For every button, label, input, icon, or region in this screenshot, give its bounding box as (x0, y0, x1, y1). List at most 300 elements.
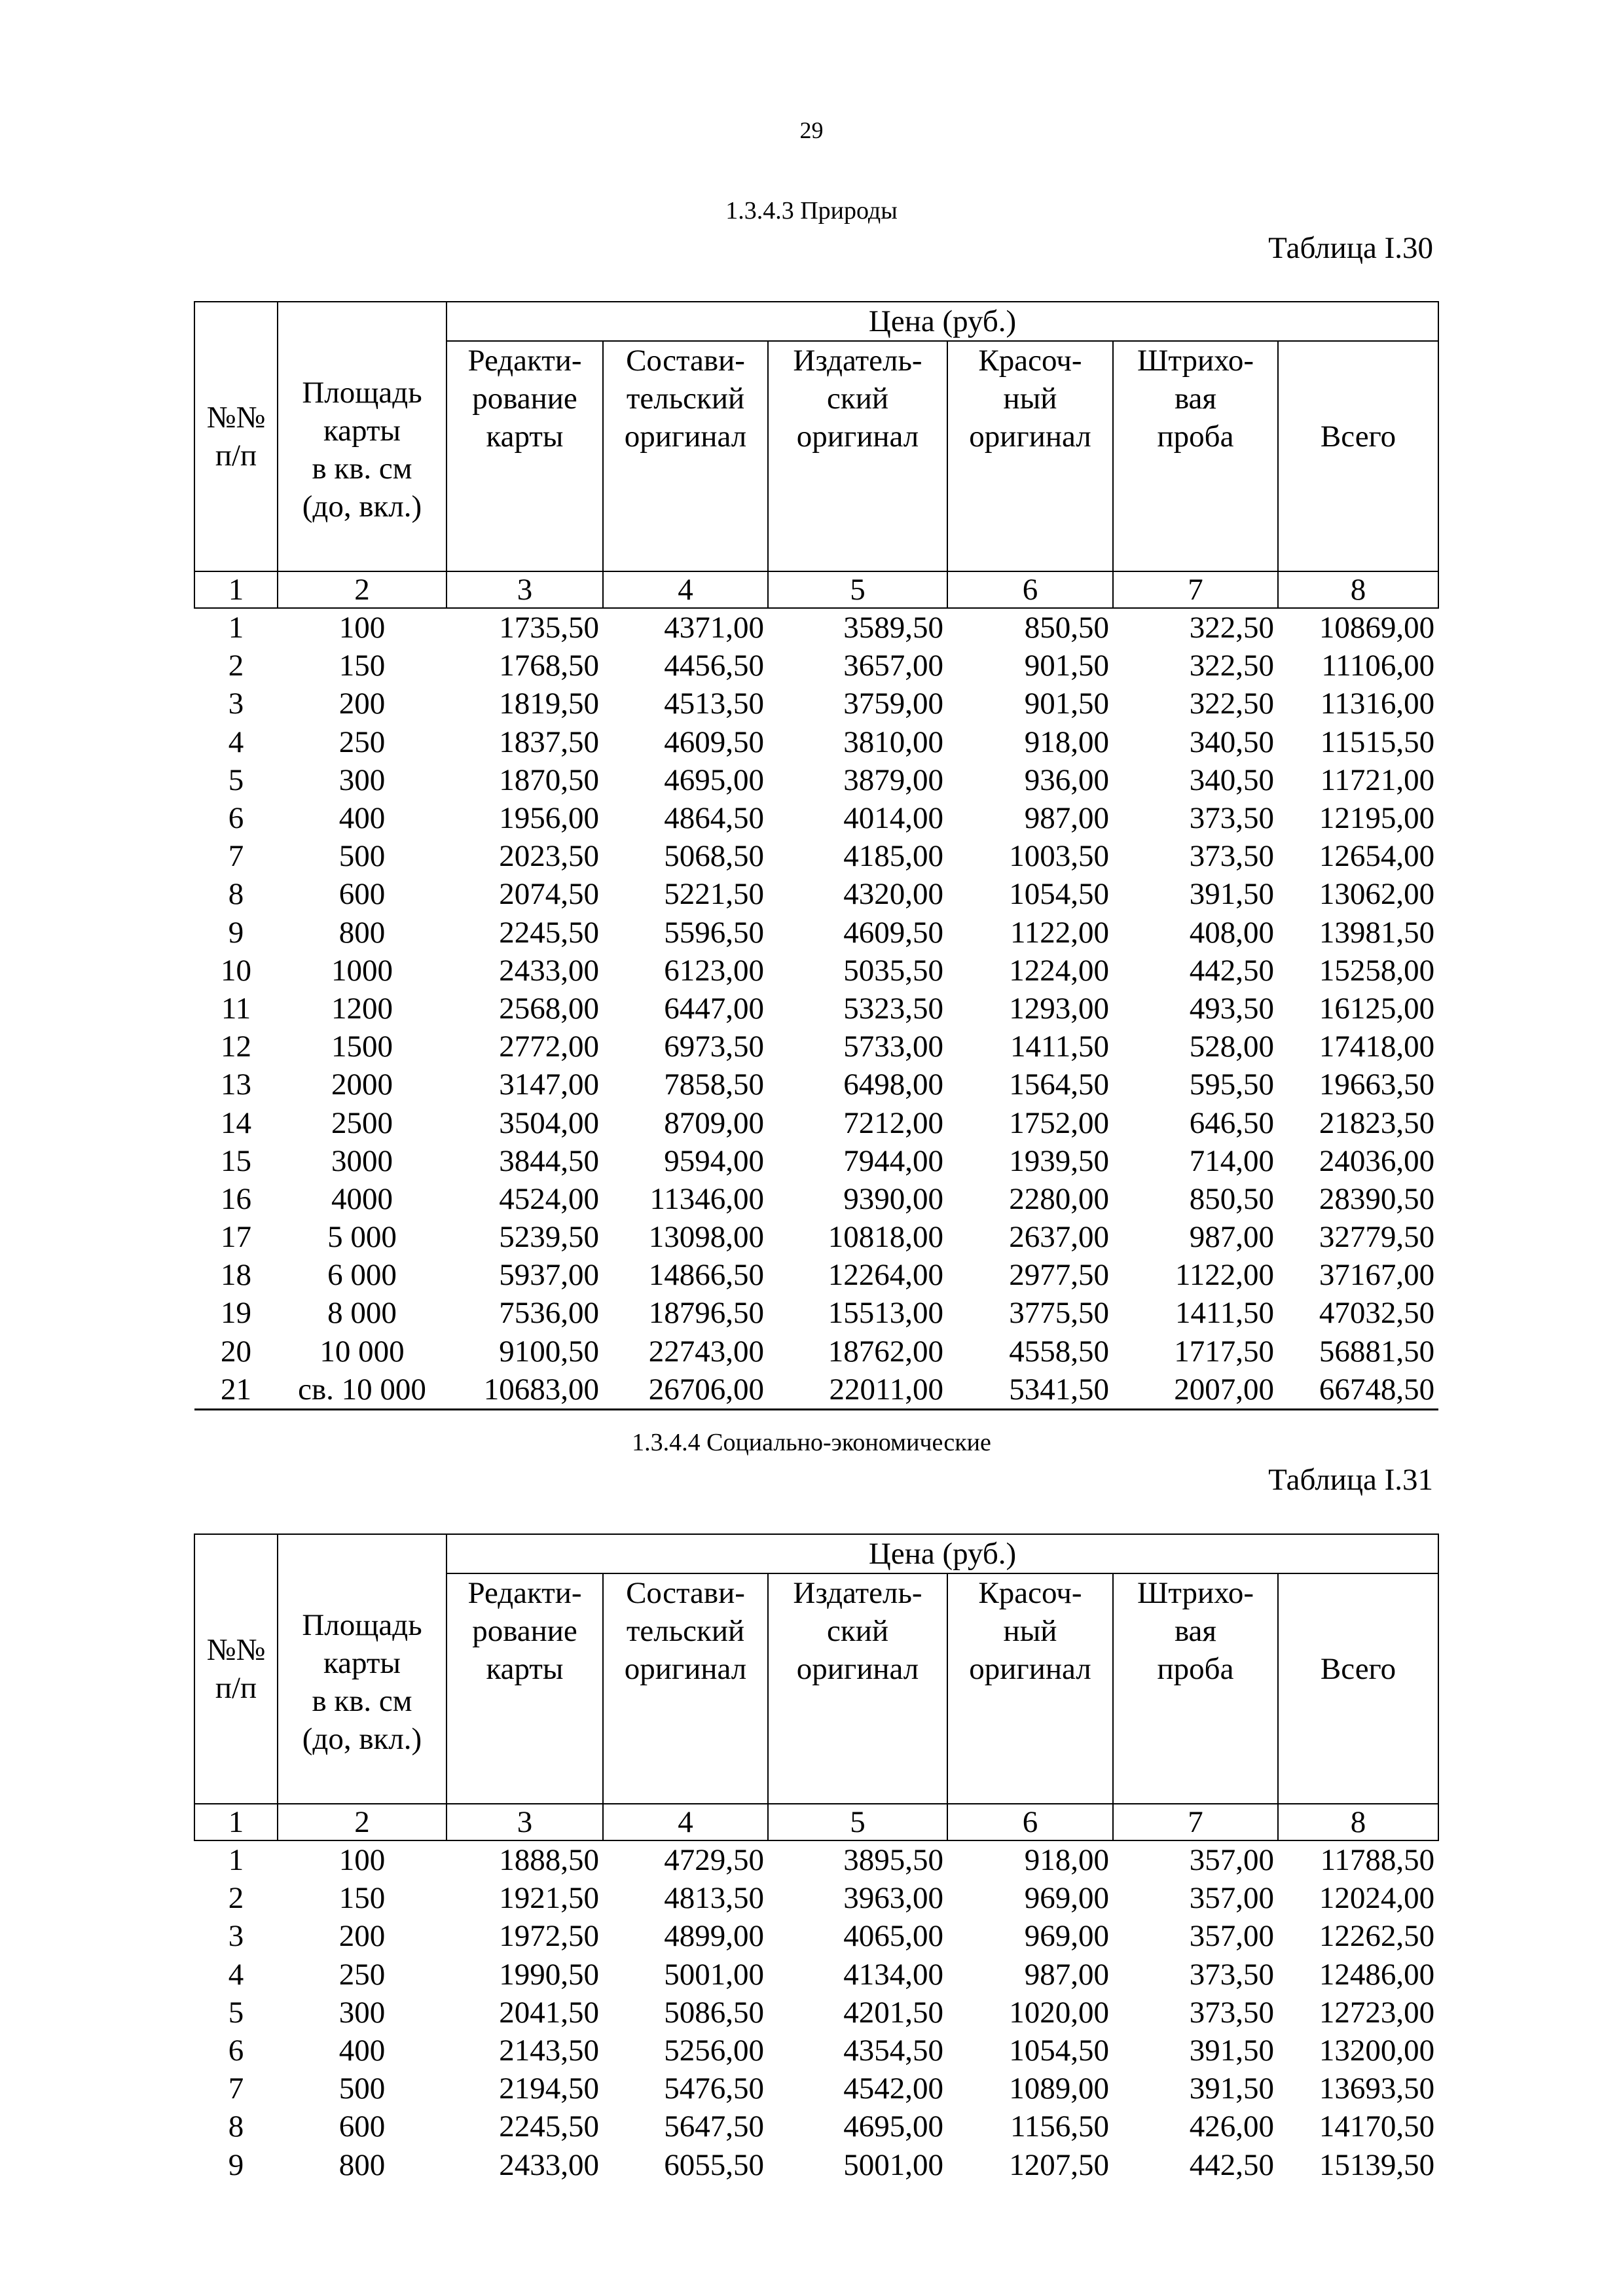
table-row (194, 914, 1438, 952)
cell-editing: 4524,00 (499, 1181, 599, 1216)
cell-proof: 714,00 (1189, 1143, 1274, 1178)
cell-total: 13062,00 (1319, 877, 1435, 912)
cell-total: 28390,50 (1319, 1181, 1435, 1216)
table-row (194, 761, 1438, 799)
cell-publishing: 4201,50 (843, 1995, 943, 2030)
cell-color: 1054,50 (1009, 877, 1109, 912)
cell-color: 1020,00 (1009, 1995, 1109, 2030)
cell-color: 1939,50 (1009, 1143, 1109, 1178)
cell-compilation: 4729,50 (664, 1843, 764, 1878)
cell-area: 100 (338, 611, 386, 645)
table-row (194, 1294, 1438, 1332)
cell-editing: 1921,50 (499, 1881, 599, 1916)
cell-area: 150 (338, 1881, 386, 1916)
header-editing: Редакти- рование карты (447, 341, 603, 571)
cell-editing: 3504,00 (499, 1105, 599, 1140)
cell-proof: 373,50 (1189, 1995, 1274, 2030)
cell-area: 100 (338, 1843, 386, 1878)
cell-editing: 1870,50 (499, 762, 599, 797)
cell-color: 1752,00 (1009, 1105, 1109, 1140)
cell-row-number: 7 (228, 2072, 244, 2106)
table-row (194, 2108, 1438, 2145)
column-number: 8 (1278, 571, 1438, 608)
table-row (194, 2032, 1438, 2070)
cell-editing: 2433,00 (499, 953, 599, 988)
cell-area: 4000 (331, 1181, 393, 1216)
cell-total: 11515,50 (1320, 725, 1435, 759)
cell-total: 16125,00 (1319, 991, 1435, 1026)
cell-row-number: 1 (228, 1843, 244, 1878)
cell-publishing: 3589,50 (843, 611, 943, 645)
cell-editing: 2245,50 (499, 2109, 599, 2144)
cell-row-number: 8 (228, 2109, 244, 2144)
cell-row-number: 7 (228, 839, 244, 874)
header-area: Площадь карты в кв. см (до, вкл.) (278, 302, 447, 571)
header-publishing: Издатель- ский оригинал (768, 341, 947, 571)
cell-area: 1500 (331, 1030, 393, 1064)
header-area: Площадь карты в кв. см (до, вкл.) (278, 1534, 447, 1804)
cell-proof: 357,00 (1189, 1881, 1274, 1916)
cell-editing: 2041,50 (499, 1995, 599, 2030)
cell-publishing: 15513,00 (828, 1296, 943, 1331)
column-number: 6 (947, 571, 1113, 608)
cell-total: 56881,50 (1319, 1334, 1435, 1369)
cell-color: 1564,50 (1009, 1067, 1109, 1102)
cell-area: 600 (338, 877, 386, 912)
cell-compilation: 5596,50 (664, 915, 764, 950)
cell-total: 12195,00 (1319, 801, 1435, 836)
cell-compilation: 6973,50 (664, 1030, 764, 1064)
cell-editing: 1888,50 (499, 1843, 599, 1878)
table-row (194, 1956, 1438, 1994)
cell-total: 12723,00 (1319, 1995, 1435, 2030)
cell-proof: 987,00 (1189, 1220, 1274, 1255)
cell-area: 3000 (331, 1143, 393, 1178)
cell-total: 12486,00 (1319, 1957, 1435, 1992)
cell-color: 987,00 (1024, 801, 1109, 836)
cell-row-number: 5 (228, 762, 244, 797)
cell-compilation: 5256,00 (664, 2034, 764, 2068)
cell-color: 5341,50 (947, 1371, 1113, 1410)
cell-editing: 10683,00 (447, 1371, 603, 1410)
cell-area: 600 (338, 2109, 386, 2144)
cell-proof: 391,50 (1189, 2072, 1274, 2106)
cell-row-number: 6 (228, 801, 244, 836)
cell-editing: 1819,50 (499, 687, 599, 721)
cell-row-number: 21 (194, 1371, 278, 1410)
cell-publishing: 3895,50 (843, 1843, 943, 1878)
cell-publishing: 3657,00 (843, 649, 943, 683)
cell-color: 969,00 (1024, 1881, 1109, 1916)
cell-row-number: 9 (228, 915, 244, 950)
cell-editing: 1837,50 (499, 725, 599, 759)
cell-total: 11721,00 (1320, 762, 1435, 797)
cell-total: 15258,00 (1319, 953, 1435, 988)
cell-row-number: 18 (221, 1258, 251, 1293)
cell-proof: 1122,00 (1175, 1258, 1274, 1293)
cell-proof: 391,50 (1189, 2034, 1274, 2068)
section-title: 1.3.4.4 Социально-экономические (632, 1429, 991, 1456)
table-row (194, 2070, 1438, 2108)
cell-compilation: 6123,00 (664, 953, 764, 988)
cell-total: 37167,00 (1319, 1258, 1435, 1293)
cell-publishing: 18762,00 (828, 1334, 943, 1369)
cell-compilation: 4899,00 (664, 1919, 764, 1954)
column-number: 4 (603, 1804, 768, 1840)
cell-color: 1207,50 (1009, 2147, 1109, 2182)
column-number: 1 (194, 1804, 278, 1840)
cell-color: 918,00 (1024, 725, 1109, 759)
cell-compilation: 5221,50 (664, 877, 764, 912)
cell-publishing: 4185,00 (843, 839, 943, 874)
header-proof: Штрихо- вая проба (1113, 1573, 1278, 1804)
cell-proof: 408,00 (1189, 915, 1274, 950)
cell-proof: 2007,00 (1113, 1371, 1278, 1410)
cell-area: 250 (338, 725, 386, 759)
cell-color: 2977,50 (1009, 1258, 1109, 1293)
cell-row-number: 10 (221, 953, 251, 988)
cell-total: 19663,50 (1319, 1067, 1435, 1102)
header-price: Цена (руб.) (447, 1534, 1438, 1573)
table-row (194, 1103, 1438, 1141)
table-row (194, 647, 1438, 685)
cell-editing: 2023,50 (499, 839, 599, 874)
cell-compilation: 9594,00 (664, 1143, 764, 1178)
header-editing: Редакти- рование карты (447, 1573, 603, 1804)
cell-color: 4558,50 (1009, 1334, 1109, 1369)
cell-row-number: 12 (221, 1030, 251, 1064)
table-row (194, 1180, 1438, 1218)
cell-compilation: 4609,50 (664, 725, 764, 759)
cell-compilation: 4813,50 (664, 1881, 764, 1916)
price-table (194, 1534, 1439, 2184)
cell-editing: 3147,00 (499, 1067, 599, 1102)
cell-publishing: 5001,00 (843, 2147, 943, 2182)
cell-editing: 7536,00 (499, 1296, 599, 1331)
cell-proof: 373,50 (1189, 839, 1274, 874)
cell-compilation: 11346,00 (649, 1181, 764, 1216)
cell-publishing: 4542,00 (843, 2072, 943, 2106)
cell-editing: 2194,50 (499, 2072, 599, 2106)
cell-compilation: 5001,00 (664, 1957, 764, 1992)
cell-total: 13200,00 (1319, 2034, 1435, 2068)
header-proof: Штрихо- вая проба (1113, 341, 1278, 571)
cell-compilation: 5086,50 (664, 1995, 764, 2030)
table-row (194, 1256, 1438, 1294)
table-row (194, 799, 1438, 837)
cell-compilation: 5476,50 (664, 2072, 764, 2106)
table-row (194, 1371, 1438, 1410)
cell-publishing: 4320,00 (843, 877, 943, 912)
table-caption: Таблица I.31 (1268, 1463, 1433, 1497)
cell-area: 2000 (331, 1067, 393, 1102)
cell-compilation: 26706,00 (603, 1371, 768, 1410)
cell-total: 12262,50 (1319, 1919, 1435, 1954)
cell-proof: 442,50 (1189, 953, 1274, 988)
cell-editing: 2245,50 (499, 915, 599, 950)
cell-publishing: 3879,00 (843, 762, 943, 797)
cell-area: 400 (338, 2034, 386, 2068)
cell-area: 5 000 (327, 1220, 397, 1255)
cell-area: 300 (338, 762, 386, 797)
cell-publishing: 4609,50 (843, 915, 943, 950)
cell-color: 936,00 (1024, 762, 1109, 797)
cell-area: 10 000 (319, 1334, 405, 1369)
cell-color: 1054,50 (1009, 2034, 1109, 2068)
table-row (194, 952, 1438, 990)
cell-proof: 595,50 (1189, 1067, 1274, 1102)
cell-publishing: 9390,00 (843, 1181, 943, 1216)
cell-area: 800 (338, 915, 386, 950)
cell-publishing: 4065,00 (843, 1919, 943, 1954)
table-row (194, 1333, 1438, 1371)
cell-row-number: 8 (228, 877, 244, 912)
cell-area: 200 (338, 687, 386, 721)
cell-area: 500 (338, 839, 386, 874)
cell-proof: 442,50 (1189, 2147, 1274, 2182)
cell-area: 1200 (331, 991, 393, 1026)
table-row (194, 1066, 1438, 1103)
cell-color: 1003,50 (1009, 839, 1109, 874)
cell-row-number: 3 (228, 1919, 244, 1954)
column-number: 1 (194, 571, 278, 608)
cell-total: 10869,00 (1319, 611, 1435, 645)
cell-color: 1156,50 (1010, 2109, 1109, 2144)
column-number: 7 (1113, 571, 1278, 608)
header-color: Красоч- ный оригинал (947, 1573, 1113, 1804)
cell-proof: 322,50 (1189, 687, 1274, 721)
cell-publishing: 4134,00 (843, 1957, 943, 1992)
cell-total: 12654,00 (1319, 839, 1435, 874)
column-number: 3 (447, 571, 603, 608)
cell-proof: 322,50 (1189, 611, 1274, 645)
cell-editing: 5937,00 (499, 1258, 599, 1293)
cell-area: 300 (338, 1995, 386, 2030)
cell-editing: 1768,50 (499, 649, 599, 683)
header-total: Всего (1278, 341, 1438, 571)
column-number: 2 (278, 571, 447, 608)
cell-color: 1293,00 (1009, 991, 1109, 1026)
cell-compilation: 5068,50 (664, 839, 764, 874)
cell-color: 987,00 (1024, 1957, 1109, 1992)
cell-compilation: 4695,00 (664, 762, 764, 797)
cell-total: 21823,50 (1319, 1105, 1435, 1140)
cell-publishing: 10818,00 (828, 1220, 943, 1255)
cell-row-number: 20 (221, 1334, 251, 1369)
cell-color: 2637,00 (1009, 1220, 1109, 1255)
column-number: 3 (447, 1804, 603, 1840)
cell-proof: 1717,50 (1174, 1334, 1274, 1369)
cell-area: 8 000 (327, 1296, 397, 1331)
cell-proof: 646,50 (1189, 1105, 1274, 1140)
header-row-number: №№ п/п (194, 1534, 278, 1804)
cell-publishing: 3810,00 (843, 725, 943, 759)
cell-publishing: 4695,00 (843, 2109, 943, 2144)
cell-color: 2280,00 (1009, 1181, 1109, 1216)
table-row (194, 2146, 1438, 2184)
column-number: 6 (947, 1804, 1113, 1840)
cell-compilation: 4864,50 (664, 801, 764, 836)
cell-publishing: 3963,00 (843, 1881, 943, 1916)
cell-area: 1000 (331, 953, 393, 988)
cell-area: св. 10 000 (278, 1371, 447, 1410)
header-compilation: Состави- тельский оригинал (603, 1573, 768, 1804)
cell-total: 14170,50 (1319, 2109, 1435, 2144)
cell-total: 32779,50 (1319, 1220, 1435, 1255)
cell-total: 11788,50 (1320, 1843, 1435, 1878)
cell-publishing: 4014,00 (843, 801, 943, 836)
cell-area: 2500 (331, 1105, 393, 1140)
cell-proof: 322,50 (1189, 649, 1274, 683)
cell-publishing: 12264,00 (828, 1258, 943, 1293)
cell-compilation: 13098,00 (648, 1220, 764, 1255)
cell-color: 1122,00 (1010, 915, 1109, 950)
cell-row-number: 5 (228, 1995, 244, 2030)
cell-area: 6 000 (327, 1258, 397, 1293)
cell-compilation: 18796,50 (648, 1296, 764, 1331)
cell-editing: 2074,50 (499, 877, 599, 912)
cell-editing: 2772,00 (499, 1030, 599, 1064)
cell-editing: 9100,50 (499, 1334, 599, 1369)
cell-editing: 2568,00 (499, 991, 599, 1026)
cell-proof: 1411,50 (1175, 1296, 1274, 1331)
cell-row-number: 4 (228, 1957, 244, 1992)
cell-editing: 2433,00 (499, 2147, 599, 2182)
column-number: 5 (768, 571, 947, 608)
cell-publishing: 4354,50 (843, 2034, 943, 2068)
header-price: Цена (руб.) (447, 302, 1438, 341)
cell-row-number: 15 (221, 1143, 251, 1178)
cell-editing: 3844,50 (499, 1143, 599, 1178)
table-row (194, 990, 1438, 1028)
cell-color: 918,00 (1024, 1843, 1109, 1878)
cell-color: 969,00 (1024, 1919, 1109, 1954)
table-row (194, 1840, 1438, 1879)
table-row (194, 1218, 1438, 1256)
cell-total: 24036,00 (1319, 1143, 1435, 1178)
cell-proof: 850,50 (1189, 1181, 1274, 1216)
cell-editing: 5239,50 (499, 1220, 599, 1255)
cell-color: 1411,50 (1010, 1030, 1109, 1064)
cell-total: 13693,50 (1319, 2072, 1435, 2106)
cell-compilation: 14866,50 (648, 1258, 764, 1293)
table-caption: Таблица I.30 (1268, 231, 1433, 265)
price-table (194, 301, 1439, 1410)
header-compilation: Состави- тельский оригинал (603, 341, 768, 571)
cell-proof: 373,50 (1189, 801, 1274, 836)
cell-color: 1224,00 (1009, 953, 1109, 988)
header-row-number: №№ п/п (194, 302, 278, 571)
cell-area: 250 (338, 1957, 386, 1992)
cell-row-number: 13 (221, 1067, 251, 1102)
cell-row-number: 4 (228, 725, 244, 759)
cell-editing: 1735,50 (499, 611, 599, 645)
table-row (194, 685, 1438, 723)
header-total: Всего (1278, 1573, 1438, 1804)
cell-compilation: 4456,50 (664, 649, 764, 683)
column-number: 7 (1113, 1804, 1278, 1840)
cell-publishing: 3759,00 (843, 687, 943, 721)
cell-row-number: 1 (228, 611, 244, 645)
cell-color: 1089,00 (1009, 2072, 1109, 2106)
column-number: 2 (278, 1804, 447, 1840)
cell-total: 12024,00 (1319, 1881, 1435, 1916)
table-row (194, 1994, 1438, 2032)
cell-proof: 493,50 (1189, 991, 1274, 1026)
cell-row-number: 19 (221, 1296, 251, 1331)
cell-publishing: 5733,00 (843, 1030, 943, 1064)
cell-row-number: 2 (228, 1881, 244, 1916)
cell-compilation: 4513,50 (664, 687, 764, 721)
cell-row-number: 16 (221, 1181, 251, 1216)
cell-proof: 340,50 (1189, 762, 1274, 797)
cell-compilation: 22743,00 (648, 1334, 764, 1369)
cell-publishing: 7212,00 (843, 1105, 943, 1140)
cell-compilation: 6055,50 (664, 2147, 764, 2182)
page-number: 29 (799, 117, 824, 143)
cell-total: 11316,00 (1320, 687, 1435, 721)
cell-total: 11106,00 (1321, 649, 1435, 683)
table-row (194, 608, 1438, 647)
cell-row-number: 17 (221, 1220, 251, 1255)
header-publishing: Издатель- ский оригинал (768, 1573, 947, 1804)
cell-row-number: 9 (228, 2147, 244, 2182)
table-row (194, 1917, 1438, 1955)
cell-total: 47032,50 (1319, 1296, 1435, 1331)
cell-publishing: 22011,00 (768, 1371, 947, 1410)
table-row (194, 1142, 1438, 1180)
cell-proof: 426,00 (1189, 2109, 1274, 2144)
cell-proof: 340,50 (1189, 725, 1274, 759)
cell-area: 500 (338, 2072, 386, 2106)
cell-compilation: 4371,00 (664, 611, 764, 645)
table-row (194, 837, 1438, 875)
cell-total: 13981,50 (1319, 915, 1435, 950)
cell-row-number: 3 (228, 687, 244, 721)
cell-publishing: 5035,50 (843, 953, 943, 988)
cell-publishing: 6498,00 (843, 1067, 943, 1102)
cell-proof: 528,00 (1189, 1030, 1274, 1064)
cell-editing: 1990,50 (499, 1957, 599, 1992)
cell-total: 66748,50 (1278, 1371, 1438, 1410)
cell-area: 800 (338, 2147, 386, 2182)
cell-editing: 1972,50 (499, 1919, 599, 1954)
cell-compilation: 5647,50 (664, 2109, 764, 2144)
header-color: Красоч- ный оригинал (947, 341, 1113, 571)
cell-compilation: 6447,00 (664, 991, 764, 1026)
cell-proof: 391,50 (1189, 877, 1274, 912)
column-number: 8 (1278, 1804, 1438, 1840)
cell-color: 901,50 (1024, 687, 1109, 721)
column-number: 4 (603, 571, 768, 608)
cell-color: 3775,50 (1009, 1296, 1109, 1331)
cell-publishing: 5323,50 (843, 991, 943, 1026)
cell-total: 17418,00 (1319, 1030, 1435, 1064)
cell-publishing: 7944,00 (843, 1143, 943, 1178)
cell-editing: 1956,00 (499, 801, 599, 836)
section-title: 1.3.4.3 Природы (725, 197, 898, 224)
cell-proof: 373,50 (1189, 1957, 1274, 1992)
cell-row-number: 11 (221, 991, 251, 1026)
cell-row-number: 2 (228, 649, 244, 683)
cell-proof: 357,00 (1189, 1919, 1274, 1954)
table-row (194, 723, 1438, 761)
cell-area: 400 (338, 801, 386, 836)
table-row (194, 875, 1438, 913)
cell-compilation: 8709,00 (664, 1105, 764, 1140)
cell-editing: 2143,50 (499, 2034, 599, 2068)
table-row (194, 1028, 1438, 1066)
